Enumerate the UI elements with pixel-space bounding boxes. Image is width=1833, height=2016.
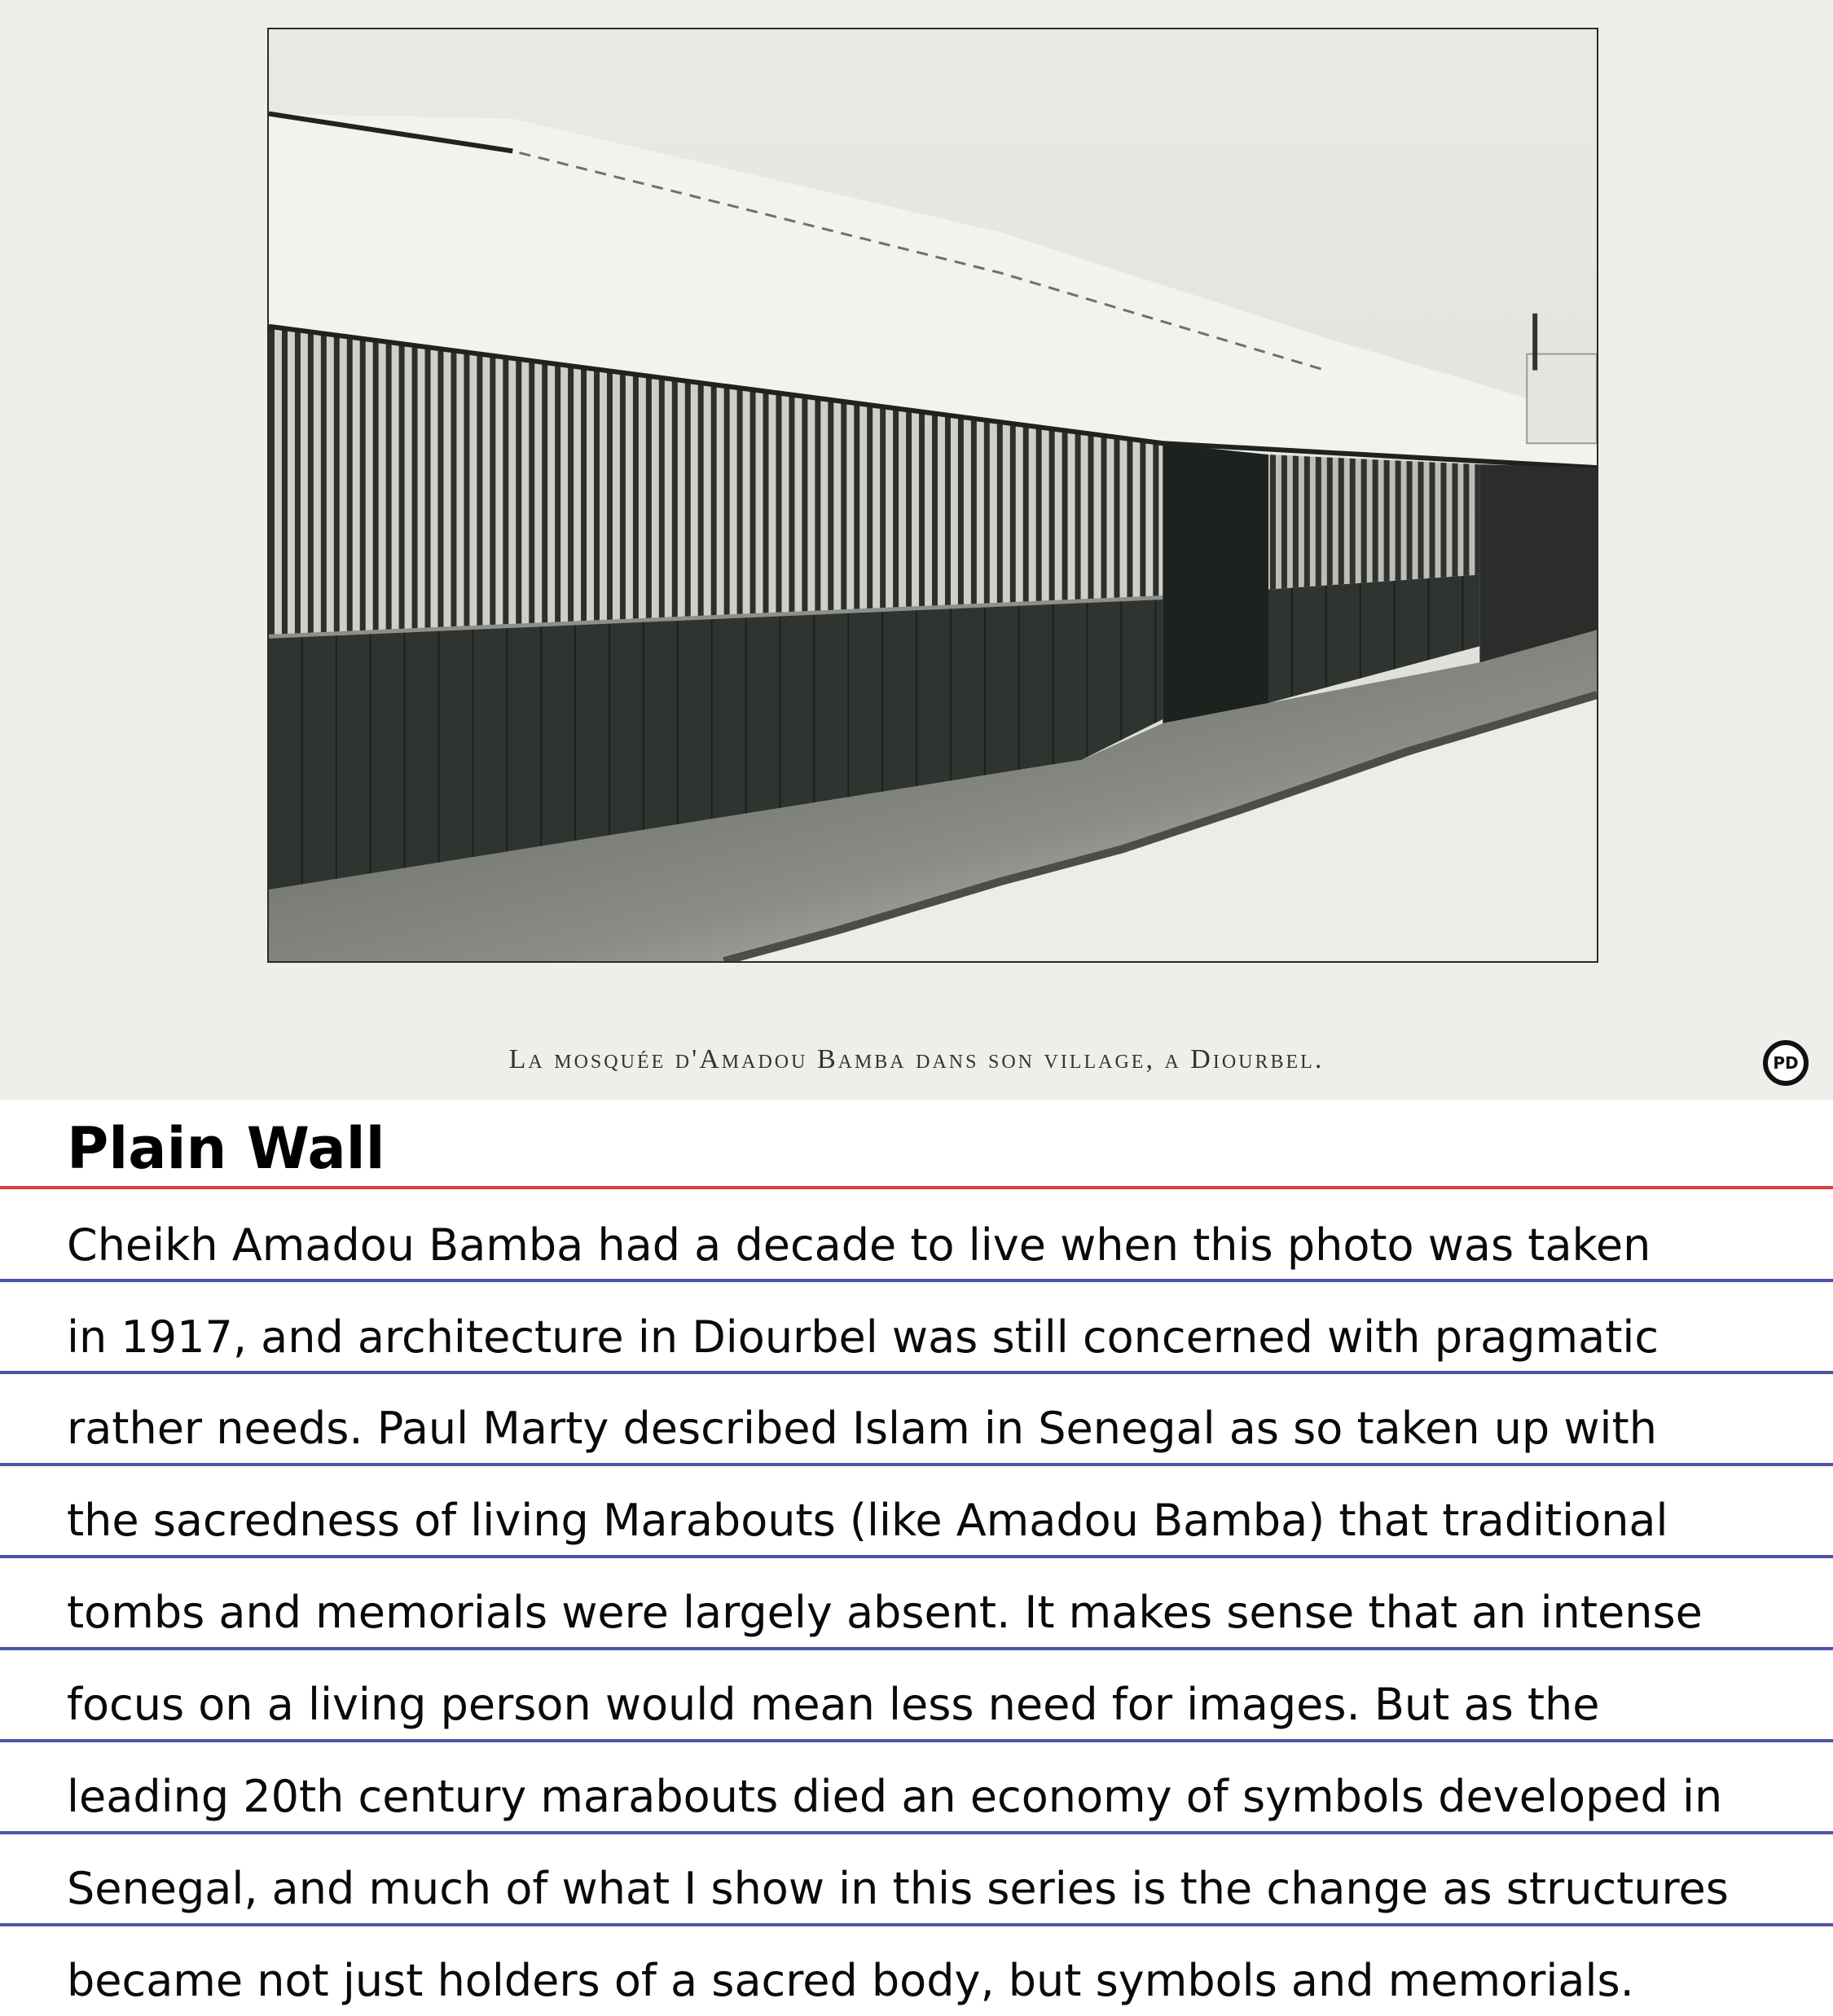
body-line: leading 20th century marabouts died an economy of symbols developed in xyxy=(67,1771,1723,1822)
body-line: became not just holders of a sacred body, but symbols and memorials. xyxy=(67,1955,1634,2006)
historic-photograph xyxy=(267,28,1598,963)
body-line: tombs and memorials were largely absent. It makes sense that an intense xyxy=(67,1587,1703,1638)
line-rule xyxy=(0,1647,1833,1650)
body-line: the sacredness of living Marabouts (like Amadou Bamba) that traditional xyxy=(67,1495,1668,1546)
line-rule xyxy=(0,1463,1833,1466)
public-domain-icon: PD xyxy=(1763,1040,1809,1086)
page-title: Plain Wall xyxy=(67,1115,385,1182)
body-line: focus on a living person would mean less need for images. But as the xyxy=(67,1679,1600,1730)
line-rule xyxy=(0,1831,1833,1834)
body-line: in 1917, and architecture in Diourbel was still concerned with pragmatic xyxy=(67,1311,1659,1363)
body-line: Senegal, and much of what I show in this series is the change as structures xyxy=(67,1863,1729,1914)
line-rule xyxy=(0,1371,1833,1374)
title-rule xyxy=(0,1186,1833,1189)
line-rule xyxy=(0,1555,1833,1558)
body-line: rather needs. Paul Marty described Islam in Senegal as so taken up with xyxy=(67,1403,1657,1454)
line-rule xyxy=(0,1739,1833,1742)
photo-caption: La mosquée d'Amadou Bamba dans son village, a Diourbel. xyxy=(508,1044,1325,1074)
line-rule xyxy=(0,1923,1833,1926)
mosque-photo-illustration xyxy=(269,29,1597,961)
line-rule xyxy=(0,1279,1833,1282)
body-line: Cheikh Amadou Bamba had a decade to live when this photo was taken xyxy=(67,1219,1651,1271)
